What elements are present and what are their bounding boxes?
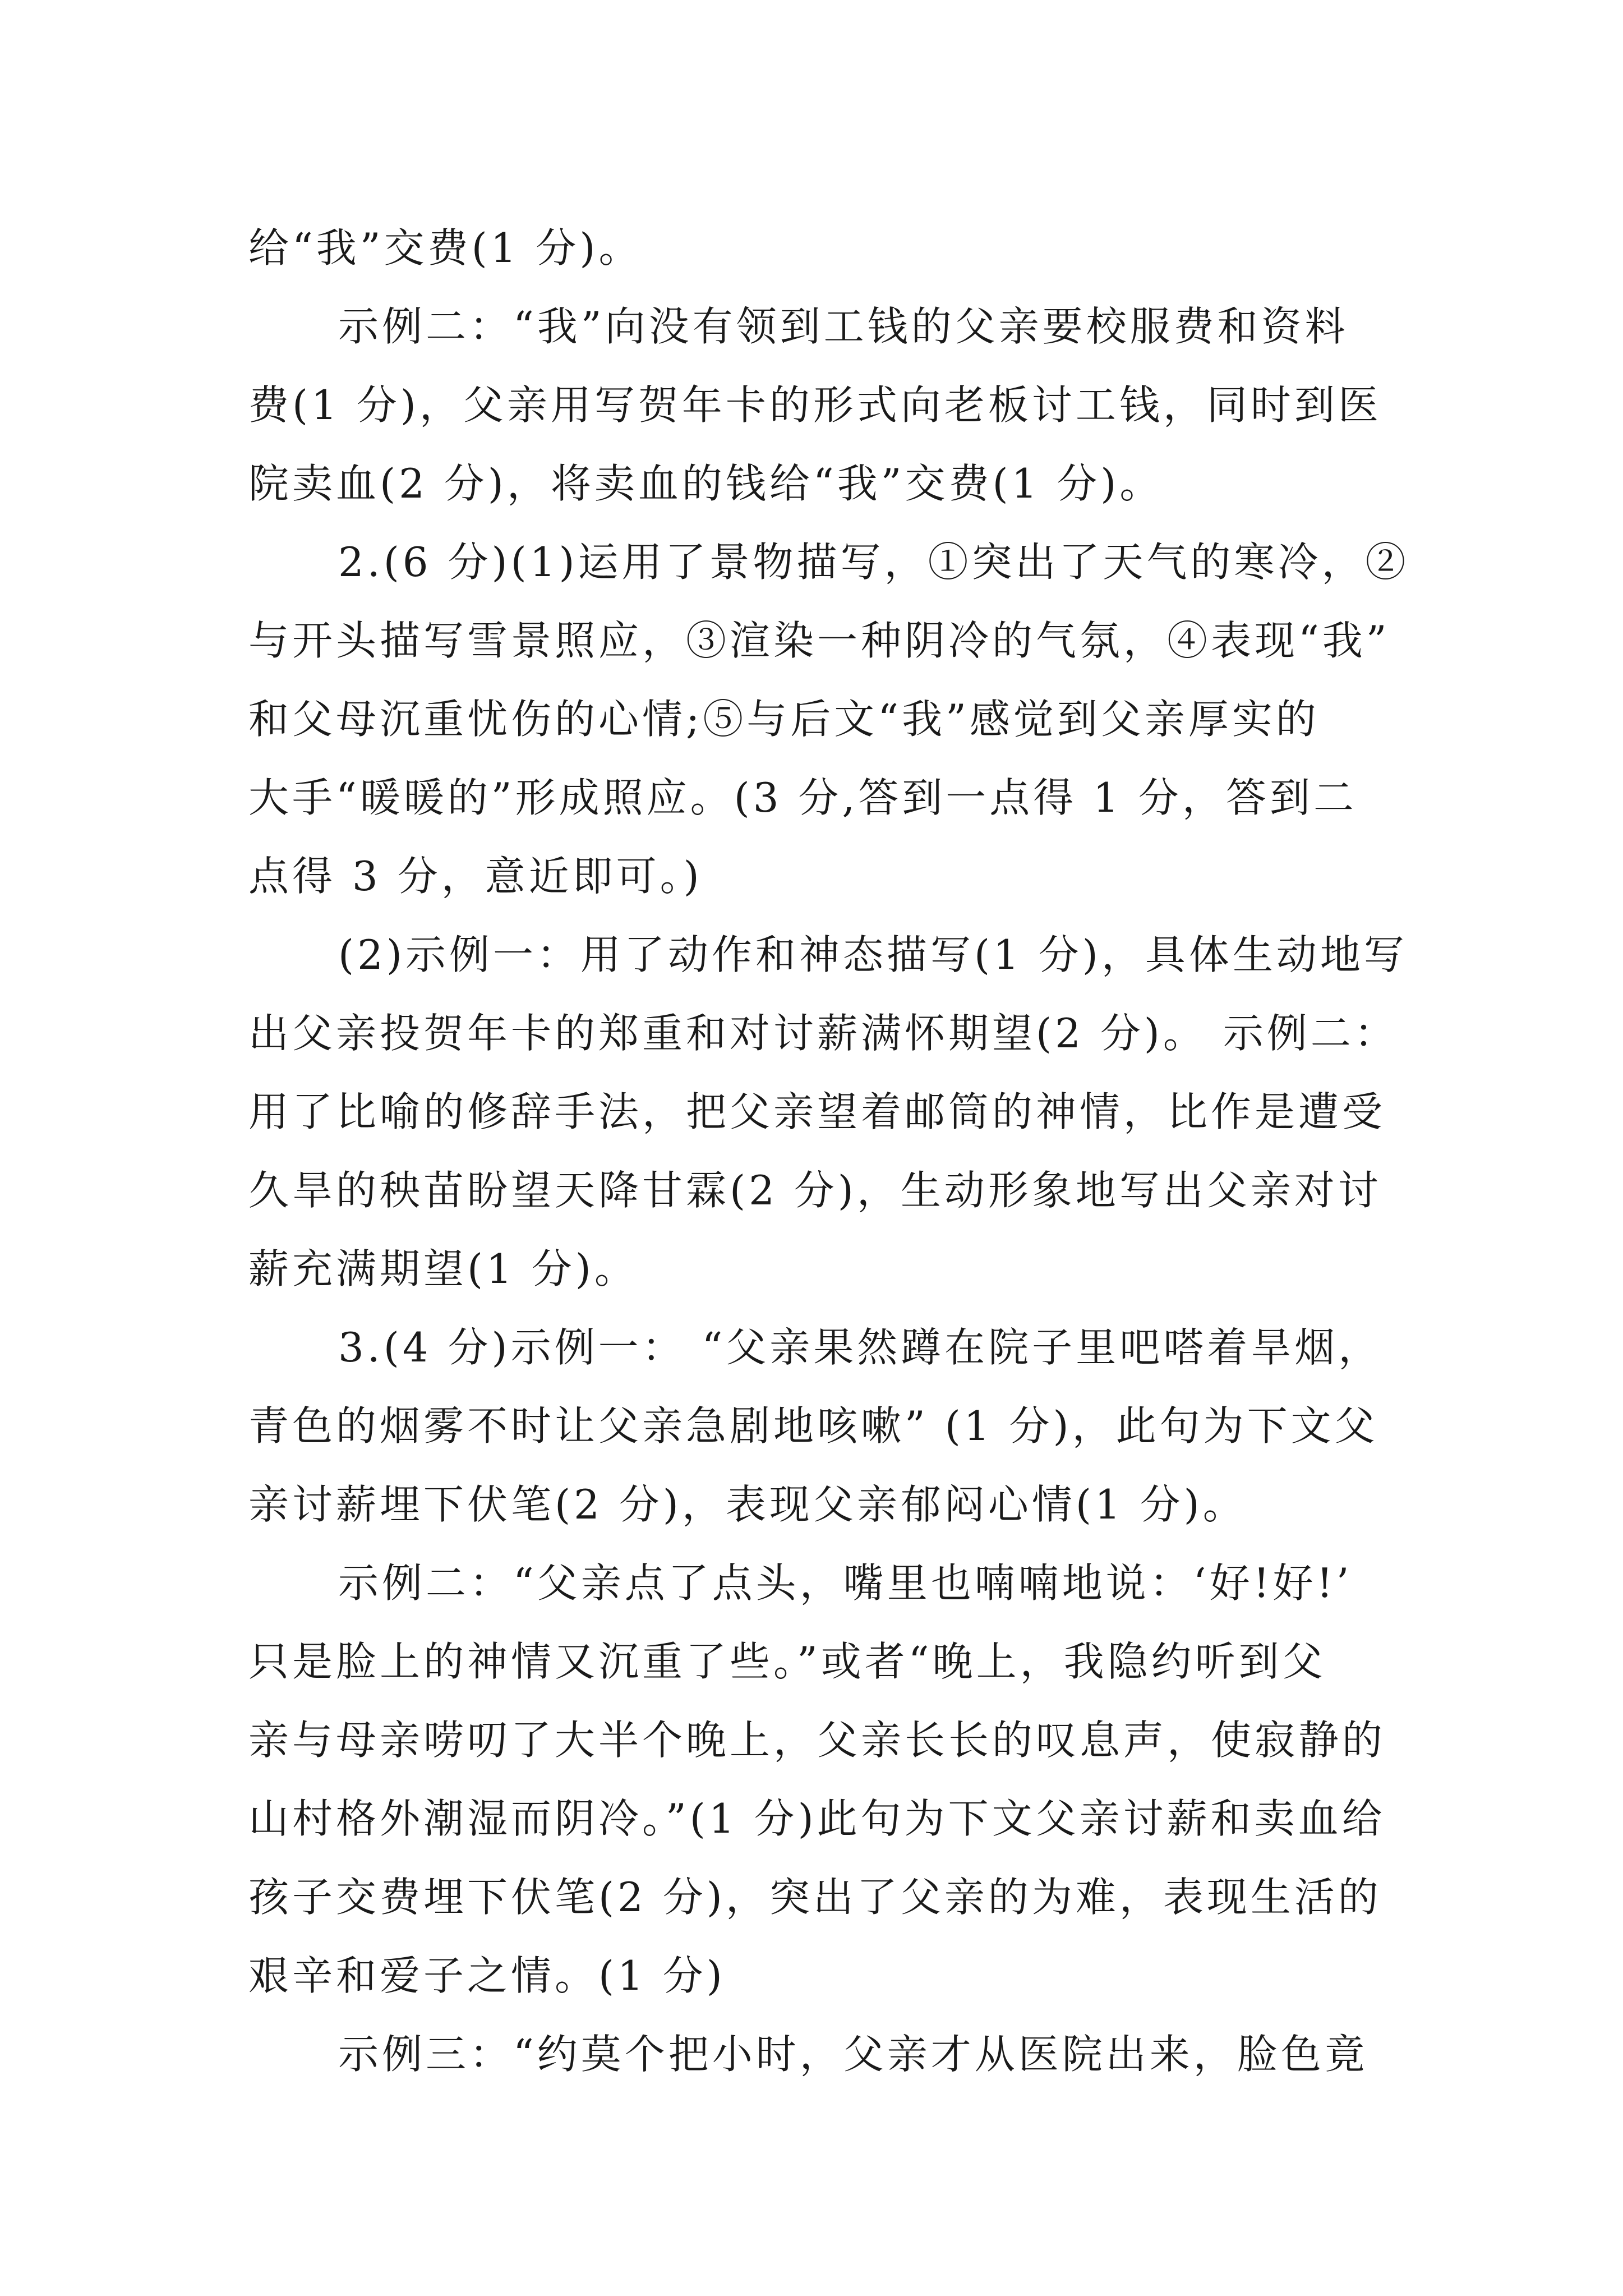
text-line: 大手“暖暖的”形成照应。(3 分,答到一点得 1 分，答到二 [248,774,1357,821]
text-line: 2.(6 分)(1)运用了景物描写，①突出了天气的寒冷，② [338,539,1409,586]
text-line: 只是脸上的神情又沉重了些。”或者“晚上，我隐约听到父 [248,1638,1326,1685]
text-line: 给“我”交费(1 分)。 [248,224,643,272]
text-line: 出父亲投贺年卡的郑重和对讨薪满怀期望(2 分)。 示例二： [248,1010,1398,1057]
text-line: 示例二：“父亲点了点头，嘴里也喃喃地说：‘好!好!’ [338,1559,1353,1607]
text-line: 和父母沉重忧伤的心情;⑤与后文“我”感觉到父亲厚实的 [248,696,1320,743]
text-line: 院卖血(2 分)，将卖血的钱给“我”交费(1 分)。 [248,460,1164,507]
text-line: 艰辛和爱子之情。(1 分) [248,1952,726,1999]
text-line: 用了比喻的修辞手法，把父亲望着邮筒的神情，比作是遭受 [248,1088,1386,1135]
document-body [248,209,1409,2093]
text-line: 孩子交费埋下伏笔(2 分)，突出了父亲的为难，表现生活的 [248,1874,1382,1921]
text-line: 示例三：“约莫个把小时，父亲才从医院出来，脸色竟 [338,2031,1368,2078]
text-line: 费(1 分)，父亲用写贺年卡的形式向老板讨工钱，同时到医 [248,381,1382,429]
text-line: 示例二：“我”向没有领到工钱的父亲要校服费和资料 [338,303,1349,350]
text-line: 点得 3 分，意近即可。) [248,853,703,900]
text-line: 山村格外潮湿而阴冷。”(1 分)此句为下文父亲讨薪和卖血给 [248,1795,1386,1842]
text-line: 与开头描写雪景照应，③渲染一种阴冷的气氛，④表现“我” [248,617,1390,664]
text-line: 薪充满期望(1 分)。 [248,1245,638,1292]
text-line: 久旱的秧苗盼望天降甘霖(2 分)，生动形象地写出父亲对讨 [248,1167,1382,1214]
text-line: (2)示例一：用了动作和神态描写(1 分)，具体生动地写 [338,931,1408,978]
text-line: 亲讨薪埋下伏笔(2 分)，表现父亲郁闷心情(1 分)。 [248,1481,1247,1528]
text-line: 青色的烟雾不时让父亲急剧地咳嗽” (1 分)，此句为下文父 [248,1402,1378,1450]
text-line: 3.(4 分)示例一： “父亲果然蹲在院子里吧嗒着旱烟， [338,1324,1382,1371]
text-line: 亲与母亲唠叨了大半个晚上，父亲长长的叹息声，使寂静的 [248,1717,1386,1764]
